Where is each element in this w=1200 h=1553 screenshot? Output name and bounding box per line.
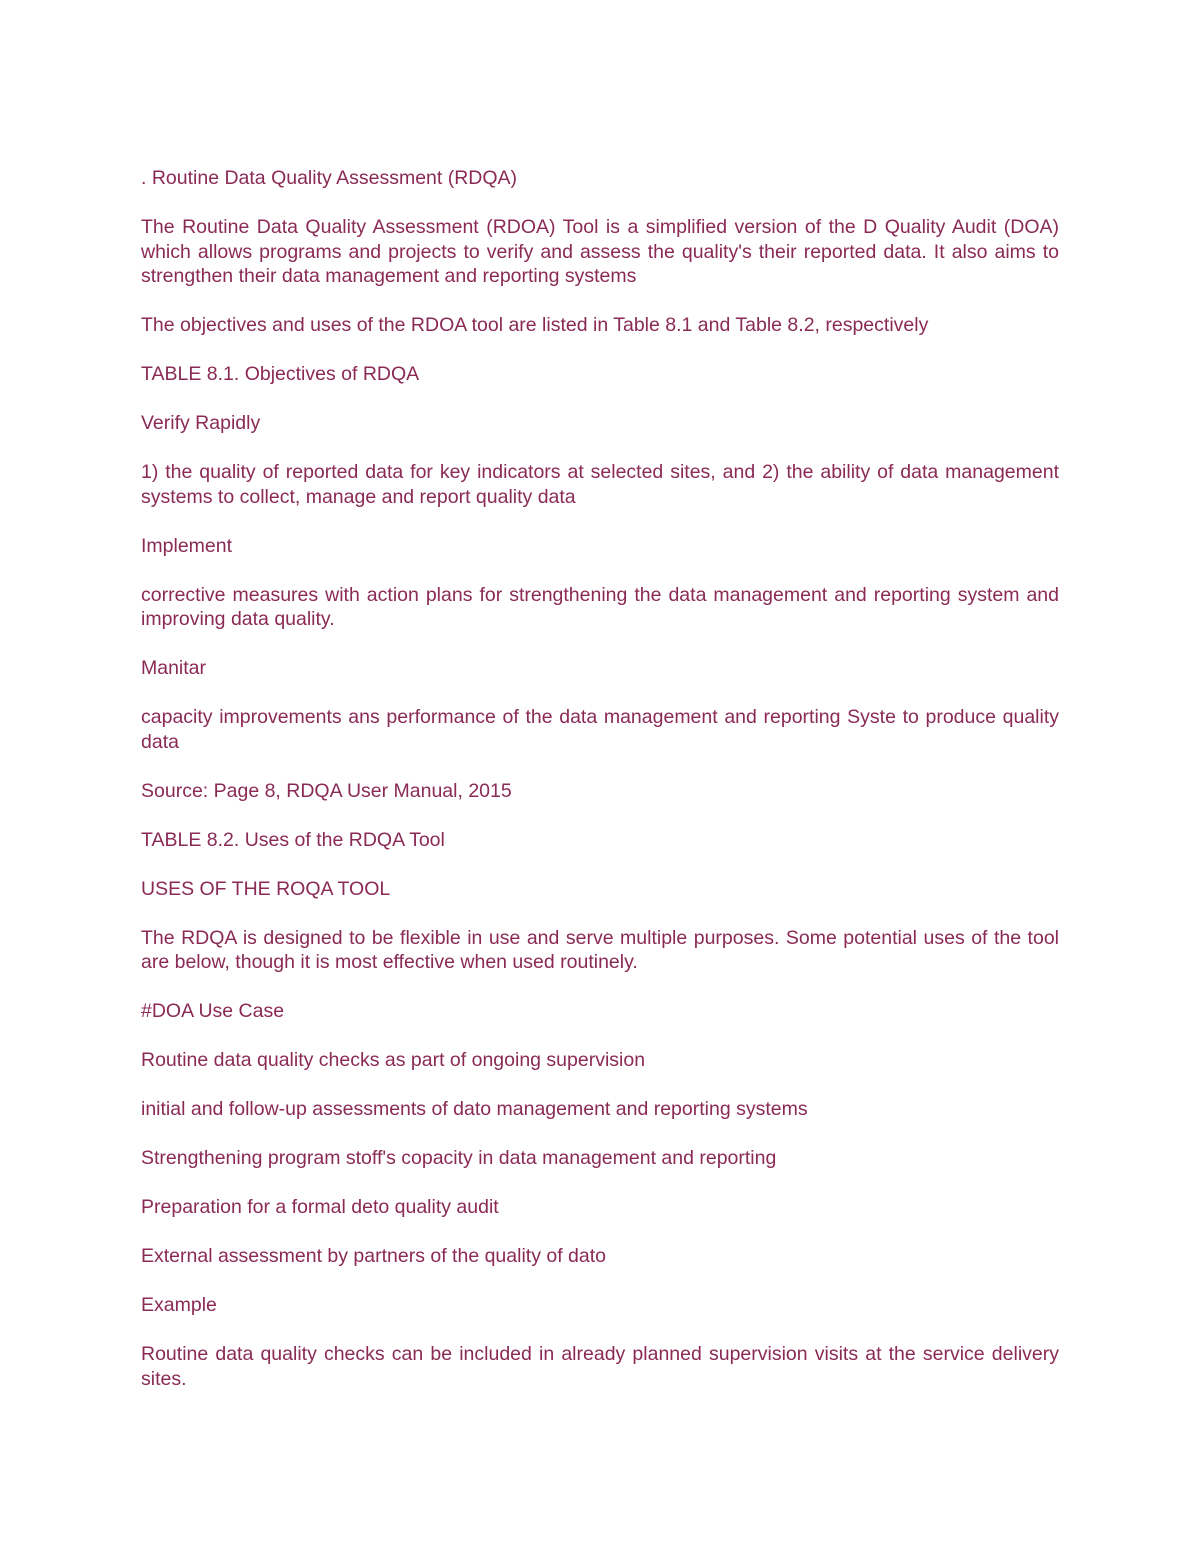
table-8-2-caption: TABLE 8.2. Uses of the RDQA Tool [141,828,445,851]
objective-label-verify: Verify Rapidly [141,412,261,434]
objective-label-monitor: Manitar [141,657,207,679]
objective-text-monitor: capacity improvements ans performance of the data management and reporting Syste to produce quality data [141,706,1059,753]
use-case-item: Preparation for a formal deto quality audit [141,1196,499,1218]
use-case-item: External assessment by partners of the quality of dato [141,1245,607,1267]
intro-paragraph: The Routine Data Quality Assessment (RDOA) Tool is a simplified version of the D Quality Audit (DOA) which allows programs and projects to verify and assess the quality's their reported data. It also aims to strengthen their data management and reporting systems [141,216,1059,287]
table-8-1-caption: TABLE 8.1. Objectives of RDQA [141,363,420,385]
use-case-item: Routine data quality checks as part of ongoing supervision [141,1049,646,1071]
objectives-intro: The objectives and uses of the RDOA tool are listed in Table 8.1 and Table 8.2, respectively [141,314,929,336]
use-case-item: Strengthening program stoff's copacity in data management and reporting [141,1147,777,1169]
objective-text-verify: 1) the quality of reported data for key indicators at selected sites, and 2) the ability of data management systems to collect, manage and report quality data [141,461,1059,508]
use-case-column-header: #DOA Use Case [141,1000,285,1022]
example-label: Example [141,1294,217,1316]
example-text: Routine data quality checks can be included in already planned supervision visits at the service delivery sites. [141,1343,1059,1390]
document-title: . Routine Data Quality Assessment (RDQA) [141,167,518,189]
uses-description: The RDQA is designed to be flexible in use and serve multiple purposes. Some potential uses of the tool are below, though it is most effective when used routinely. [141,926,1059,973]
table-8-1-source: Source: Page 8, RDQA User Manual, 2015 [141,779,512,802]
objective-label-implement: Implement [141,534,233,557]
objective-text-implement: corrective measures with action plans for strengthening the data management and reporting system and improving data quality. [141,583,1059,630]
use-case-item: initial and follow-up assessments of dato management and reporting systems [141,1098,808,1120]
uses-heading: USES OF THE ROQA TOOL [141,877,391,900]
document-body [141,166,1059,1416]
